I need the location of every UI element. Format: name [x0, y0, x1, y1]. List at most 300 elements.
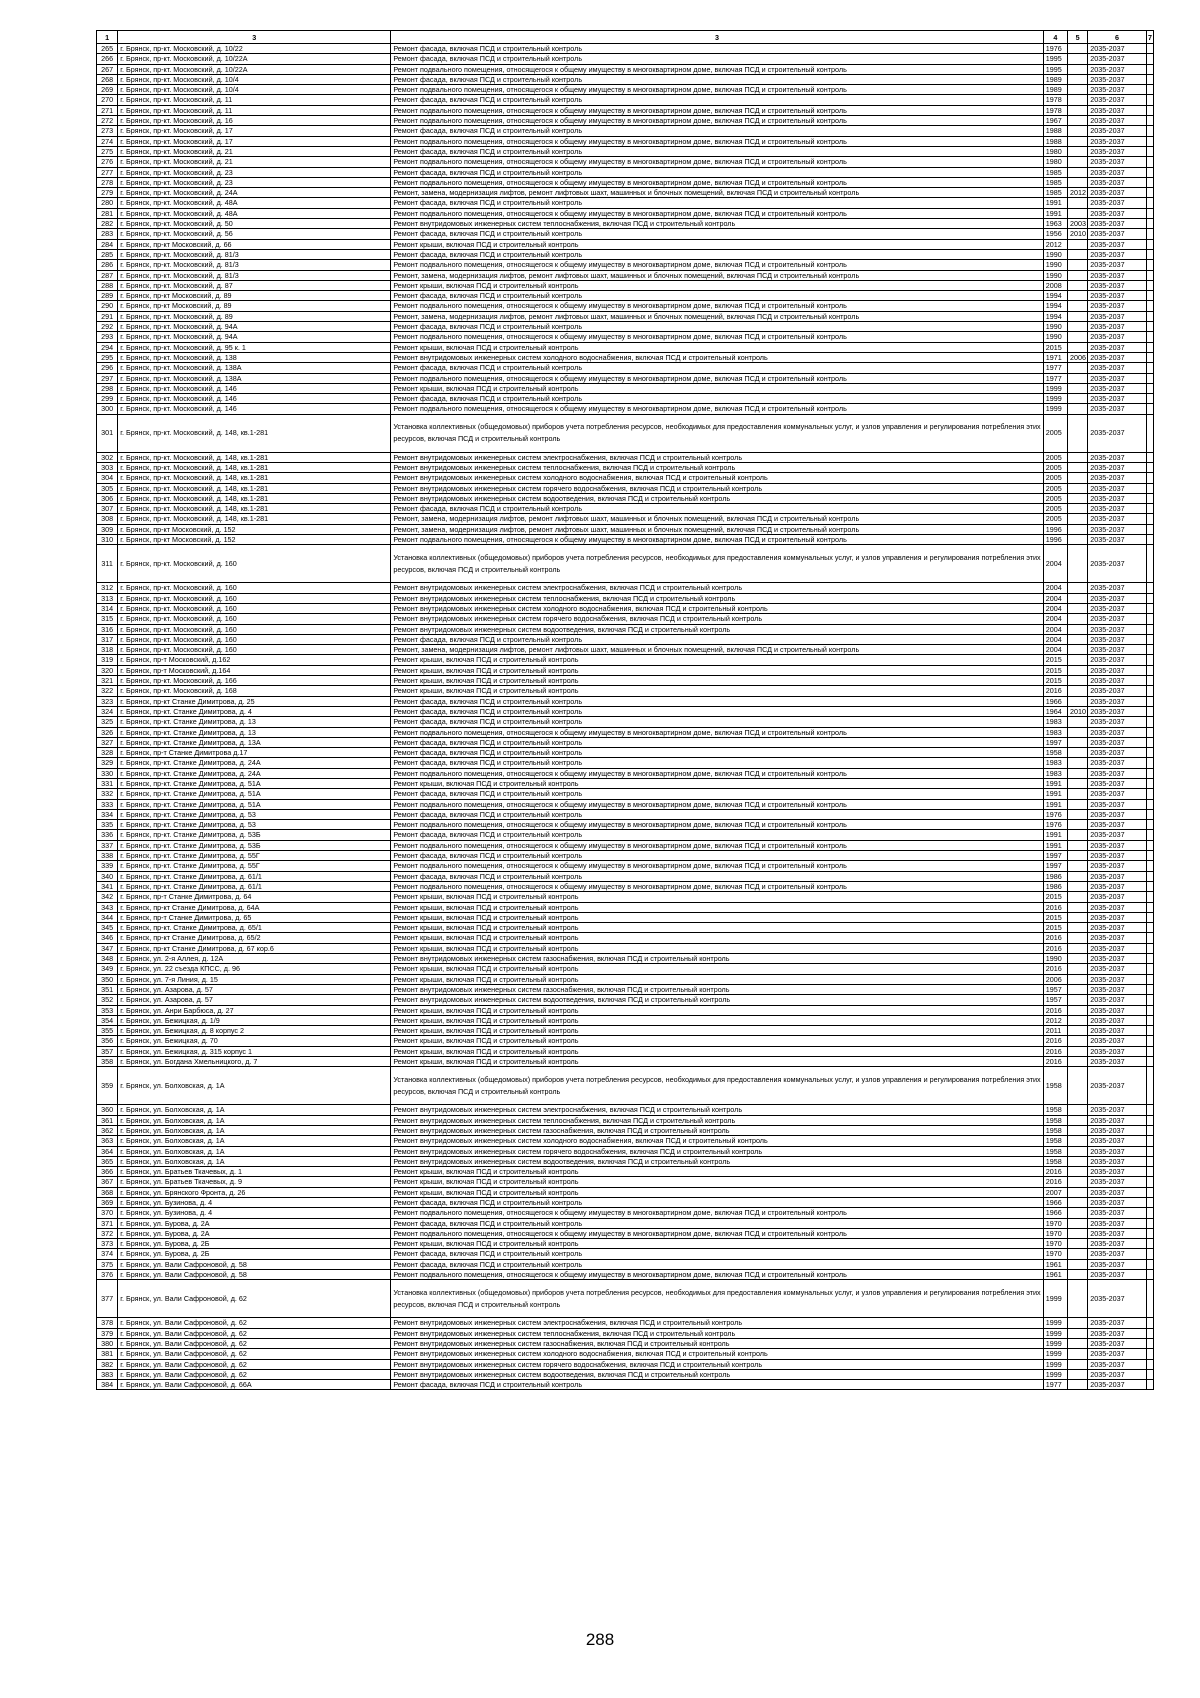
planned-period-cell: 2035-2037 — [1088, 1380, 1147, 1390]
last-repair-year-cell — [1068, 583, 1088, 593]
work-type-cell: Ремонт фасада, включая ПСД и строительный контроль — [391, 322, 1043, 332]
column-7-cell — [1146, 1057, 1153, 1067]
column-7-cell — [1146, 799, 1153, 809]
row-number-cell: 357 — [97, 1046, 118, 1056]
work-type-cell: Ремонт внутридомовых инженерных систем водоотведения, включая ПСД и строительный контроль — [391, 493, 1043, 503]
table-row — [97, 737, 1154, 747]
row-number-cell: 337 — [97, 840, 118, 850]
commission-year-cell: 1995 — [1043, 54, 1067, 64]
address-cell: г. Брянск, ул. Вали Сафроновой, д. 62 — [118, 1338, 391, 1348]
table-row — [97, 655, 1154, 665]
row-number-cell: 331 — [97, 779, 118, 789]
address-cell: г. Брянск, пр-кт. Московский, д. 23 — [118, 177, 391, 187]
address-cell: г. Брянск, пр-кт. Станке Димитрова, д. 53Б — [118, 840, 391, 850]
work-type-cell: Ремонт фасада, включая ПСД и строительный контроль — [391, 696, 1043, 706]
planned-period-cell: 2035-2037 — [1088, 535, 1147, 545]
row-number-cell: 383 — [97, 1369, 118, 1379]
address-cell: г. Брянск, пр-кт. Московский, д. 146 — [118, 383, 391, 393]
work-type-cell: Установка коллективных (общедомовых) приборов учета потребления ресурсов, необходимых для предоставления коммунальных услуг, и узлов управления и регулирования потребления этих ресурсов, включая ПСД и строительный контроль — [391, 1280, 1043, 1318]
commission-year-cell: 2016 — [1043, 1177, 1067, 1187]
last-repair-year-cell — [1068, 655, 1088, 665]
column-7-cell — [1146, 167, 1153, 177]
row-number-cell: 285 — [97, 249, 118, 259]
header-cell-4: 4 — [1043, 31, 1067, 44]
address-cell: г. Брянск, пр-кт. Станке Димитрова, д. 65/1 — [118, 923, 391, 933]
commission-year-cell: 2004 — [1043, 645, 1067, 655]
work-type-cell: Ремонт фасада, включая ПСД и строительный контроль — [391, 1380, 1043, 1390]
work-type-cell: Установка коллективных (общедомовых) приборов учета потребления ресурсов, необходимых для предоставления коммунальных услуг, и узлов управления и регулирования потребления этих ресурсов, включая ПСД и строительный контроль — [391, 1067, 1043, 1105]
row-number-cell: 300 — [97, 404, 118, 414]
planned-period-cell: 2035-2037 — [1088, 524, 1147, 534]
address-cell: г. Брянск, пр-кт. Московский, д. 50 — [118, 219, 391, 229]
commission-year-cell: 1986 — [1043, 881, 1067, 891]
commission-year-cell: 1990 — [1043, 332, 1067, 342]
table-row — [97, 524, 1154, 534]
commission-year-cell: 1991 — [1043, 789, 1067, 799]
address-cell: г. Брянск, пр-кт. Московский, д. 146 — [118, 394, 391, 404]
work-type-cell: Установка коллективных (общедомовых) приборов учета потребления ресурсов, необходимых для предоставления коммунальных услуг, и узлов управления и регулирования потребления этих ресурсов, включая ПСД и строительный контроль — [391, 414, 1043, 452]
commission-year-cell: 1976 — [1043, 820, 1067, 830]
table-row — [97, 1067, 1154, 1105]
work-type-cell: Установка коллективных (общедомовых) приборов учета потребления ресурсов, необходимых для предоставления коммунальных услуг, и узлов управления и регулирования потребления этих ресурсов, включая ПСД и строительный контроль — [391, 545, 1043, 583]
work-type-cell: Ремонт фасада, включая ПСД и строительный контроль — [391, 126, 1043, 136]
row-number-cell: 362 — [97, 1125, 118, 1135]
address-cell: г. Брянск, пр-кт Станке Димитрова, д. 64А — [118, 902, 391, 912]
header-cell-5: 5 — [1068, 31, 1088, 44]
address-cell: г. Брянск, ул. Вали Сафроновой, д. 62 — [118, 1328, 391, 1338]
table-row — [97, 1328, 1154, 1338]
header-row — [97, 31, 1154, 44]
table-row — [97, 404, 1154, 414]
column-7-cell — [1146, 74, 1153, 84]
column-7-cell — [1146, 1026, 1153, 1036]
column-7-cell — [1146, 208, 1153, 218]
table-row — [97, 1228, 1154, 1238]
planned-period-cell: 2035-2037 — [1088, 1146, 1147, 1156]
commission-year-cell: 1995 — [1043, 64, 1067, 74]
planned-period-cell: 2035-2037 — [1088, 1328, 1147, 1338]
commission-year-cell: 1971 — [1043, 352, 1067, 362]
table-row — [97, 219, 1154, 229]
address-cell: г. Брянск, ул. Бузинова, д. 4 — [118, 1208, 391, 1218]
last-repair-year-cell — [1068, 1005, 1088, 1015]
work-type-cell: Ремонт фасада, включая ПСД и строительный контроль — [391, 809, 1043, 819]
address-cell: г. Брянск, пр-кт. Московский, д. 56 — [118, 229, 391, 239]
commission-year-cell: 1994 — [1043, 301, 1067, 311]
address-cell: г. Брянск, пр-кт. Станке Димитрова, д. 4 — [118, 706, 391, 716]
work-type-cell: Ремонт крыши, включая ПСД и строительный контроль — [391, 655, 1043, 665]
row-number-cell: 349 — [97, 964, 118, 974]
column-7-cell — [1146, 383, 1153, 393]
table-row — [97, 188, 1154, 198]
row-number-cell: 308 — [97, 514, 118, 524]
table-row — [97, 208, 1154, 218]
commission-year-cell: 1963 — [1043, 219, 1067, 229]
row-number-cell: 364 — [97, 1146, 118, 1156]
column-7-cell — [1146, 188, 1153, 198]
table-row — [97, 1105, 1154, 1115]
address-cell: г. Брянск, ул. Вали Сафроновой, д. 62 — [118, 1318, 391, 1328]
row-number-cell: 343 — [97, 902, 118, 912]
commission-year-cell: 1958 — [1043, 748, 1067, 758]
table-row — [97, 943, 1154, 953]
commission-year-cell: 2005 — [1043, 483, 1067, 493]
table-row — [97, 105, 1154, 115]
last-repair-year-cell — [1068, 1249, 1088, 1259]
planned-period-cell: 2035-2037 — [1088, 768, 1147, 778]
column-7-cell — [1146, 1046, 1153, 1056]
address-cell: г. Брянск, пр-кт. Московский, д. 148, кв.1-281 — [118, 504, 391, 514]
address-cell: г. Брянск, пр-кт. Московский, д. 94А — [118, 322, 391, 332]
row-number-cell: 350 — [97, 974, 118, 984]
table-row — [97, 85, 1154, 95]
planned-period-cell: 2035-2037 — [1088, 1057, 1147, 1067]
commission-year-cell: 1991 — [1043, 799, 1067, 809]
planned-period-cell: 2035-2037 — [1088, 974, 1147, 984]
column-7-cell — [1146, 1228, 1153, 1238]
planned-period-cell: 2035-2037 — [1088, 799, 1147, 809]
address-cell: г. Брянск, ул. Азарова, д. 57 — [118, 984, 391, 994]
work-type-cell: Ремонт подвального помещения, относящегося к общему имуществу в многоквартирном доме, включая ПСД и строительный контроль — [391, 64, 1043, 74]
last-repair-year-cell — [1068, 665, 1088, 675]
column-7-cell — [1146, 645, 1153, 655]
planned-period-cell: 2035-2037 — [1088, 85, 1147, 95]
column-7-cell — [1146, 748, 1153, 758]
address-cell: г. Брянск, пр-кт. Московский, д. 168 — [118, 686, 391, 696]
address-cell: г. Брянск, пр-кт. Станке Димитрова, д. 13 — [118, 727, 391, 737]
last-repair-year-cell — [1068, 933, 1088, 943]
row-number-cell: 302 — [97, 452, 118, 462]
table-row — [97, 593, 1154, 603]
row-number-cell: 314 — [97, 603, 118, 613]
commission-year-cell: 1991 — [1043, 840, 1067, 850]
planned-period-cell: 2035-2037 — [1088, 964, 1147, 974]
last-repair-year-cell — [1068, 545, 1088, 583]
column-7-cell — [1146, 655, 1153, 665]
commission-year-cell: 2004 — [1043, 614, 1067, 624]
column-7-cell — [1146, 1105, 1153, 1115]
table-row — [97, 44, 1154, 54]
table-row — [97, 1125, 1154, 1135]
row-number-cell: 296 — [97, 363, 118, 373]
row-number-cell: 324 — [97, 706, 118, 716]
work-type-cell: Ремонт, замена, модернизация лифтов, ремонт лифтовых шахт, машинных и блочных помещений, включая ПСД и строительный контроль — [391, 311, 1043, 321]
row-number-cell: 320 — [97, 665, 118, 675]
planned-period-cell: 2035-2037 — [1088, 157, 1147, 167]
commission-year-cell: 1970 — [1043, 1249, 1067, 1259]
planned-period-cell: 2035-2037 — [1088, 146, 1147, 156]
work-type-cell: Ремонт крыши, включая ПСД и строительный контроль — [391, 1177, 1043, 1187]
row-number-cell: 339 — [97, 861, 118, 871]
column-7-cell — [1146, 624, 1153, 634]
column-7-cell — [1146, 871, 1153, 881]
table-row — [97, 954, 1154, 964]
address-cell: г. Брянск, пр-кт Московский, д. 152 — [118, 535, 391, 545]
address-cell: г. Брянск, пр-кт. Московский, д. 148, кв.1-281 — [118, 483, 391, 493]
work-type-cell: Ремонт подвального помещения, относящегося к общему имуществу в многоквартирном доме, включая ПСД и строительный контроль — [391, 861, 1043, 871]
last-repair-year-cell: 2006 — [1068, 352, 1088, 362]
column-7-cell — [1146, 779, 1153, 789]
column-7-cell — [1146, 219, 1153, 229]
commission-year-cell: 1967 — [1043, 116, 1067, 126]
work-type-cell: Ремонт внутридомовых инженерных систем теплоснабжения, включая ПСД и строительный контроль — [391, 462, 1043, 472]
last-repair-year-cell — [1068, 995, 1088, 1005]
planned-period-cell: 2035-2037 — [1088, 270, 1147, 280]
planned-period-cell: 2035-2037 — [1088, 1280, 1147, 1318]
work-type-cell: Ремонт фасада, включая ПСД и строительный контроль — [391, 249, 1043, 259]
column-7-cell — [1146, 1036, 1153, 1046]
planned-period-cell: 2035-2037 — [1088, 1036, 1147, 1046]
address-cell: г. Брянск, пр-кт. Московский, д. 10/22 — [118, 44, 391, 54]
commission-year-cell: 1999 — [1043, 394, 1067, 404]
planned-period-cell: 2035-2037 — [1088, 1208, 1147, 1218]
column-7-cell — [1146, 280, 1153, 290]
row-number-cell: 276 — [97, 157, 118, 167]
table-row — [97, 136, 1154, 146]
table-row — [97, 634, 1154, 644]
table-row — [97, 95, 1154, 105]
last-repair-year-cell — [1068, 177, 1088, 187]
work-type-cell: Ремонт фасада, включая ПСД и строительный контроль — [391, 748, 1043, 758]
table-row — [97, 1167, 1154, 1177]
last-repair-year-cell — [1068, 830, 1088, 840]
work-type-cell: Ремонт крыши, включая ПСД и строительный контроль — [391, 964, 1043, 974]
column-7-cell — [1146, 291, 1153, 301]
row-number-cell: 376 — [97, 1270, 118, 1280]
last-repair-year-cell — [1068, 964, 1088, 974]
work-type-cell: Ремонт подвального помещения, относящегося к общему имуществу в многоквартирном доме, включая ПСД и строительный контроль — [391, 157, 1043, 167]
planned-period-cell: 2035-2037 — [1088, 686, 1147, 696]
row-number-cell: 359 — [97, 1067, 118, 1105]
planned-period-cell: 2035-2037 — [1088, 655, 1147, 665]
column-7-cell — [1146, 1067, 1153, 1105]
table-row — [97, 871, 1154, 881]
commission-year-cell: 1989 — [1043, 85, 1067, 95]
commission-year-cell: 1990 — [1043, 249, 1067, 259]
row-number-cell: 326 — [97, 727, 118, 737]
work-type-cell: Ремонт подвального помещения, относящегося к общему имуществу в многоквартирном доме, включая ПСД и строительный контроль — [391, 404, 1043, 414]
table-row — [97, 414, 1154, 452]
work-type-cell: Ремонт крыши, включая ПСД и строительный контроль — [391, 383, 1043, 393]
row-number-cell: 287 — [97, 270, 118, 280]
row-number-cell: 334 — [97, 809, 118, 819]
address-cell: г. Брянск, пр-кт. Московский, д. 16 — [118, 116, 391, 126]
last-repair-year-cell — [1068, 473, 1088, 483]
commission-year-cell: 2004 — [1043, 603, 1067, 613]
planned-period-cell: 2035-2037 — [1088, 504, 1147, 514]
commission-year-cell: 1957 — [1043, 984, 1067, 994]
commission-year-cell: 1989 — [1043, 74, 1067, 84]
row-number-cell: 356 — [97, 1036, 118, 1046]
address-cell: г. Брянск, пр-кт. Станке Димитрова, д. 53 — [118, 809, 391, 819]
commission-year-cell: 1961 — [1043, 1259, 1067, 1269]
planned-period-cell: 2035-2037 — [1088, 1369, 1147, 1379]
work-type-cell: Ремонт фасада, включая ПСД и строительный контроль — [391, 871, 1043, 881]
work-type-cell: Ремонт фасада, включая ПСД и строительный контроль — [391, 851, 1043, 861]
column-7-cell — [1146, 851, 1153, 861]
address-cell: г. Брянск, пр-кт. Московский, д. 138А — [118, 363, 391, 373]
table-row — [97, 830, 1154, 840]
row-number-cell: 275 — [97, 146, 118, 156]
commission-year-cell: 2016 — [1043, 1057, 1067, 1067]
address-cell: г. Брянск, пр-кт. Станке Димитрова, д. 13 — [118, 717, 391, 727]
work-type-cell: Ремонт крыши, включая ПСД и строительный контроль — [391, 779, 1043, 789]
last-repair-year-cell — [1068, 943, 1088, 953]
address-cell: г. Брянск, пр-кт. Московский, д. 138А — [118, 373, 391, 383]
work-type-cell: Ремонт внутридомовых инженерных систем теплоснабжения, включая ПСД и строительный контроль — [391, 1115, 1043, 1125]
planned-period-cell: 2035-2037 — [1088, 473, 1147, 483]
page-number: 288 — [585, 1630, 615, 1649]
row-number-cell: 319 — [97, 655, 118, 665]
address-cell: г. Брянск, пр-кт. Станке Димитрова, д. 13А — [118, 737, 391, 747]
commission-year-cell: 2012 — [1043, 1015, 1067, 1025]
planned-period-cell: 2035-2037 — [1088, 414, 1147, 452]
last-repair-year-cell — [1068, 373, 1088, 383]
commission-year-cell: 2016 — [1043, 1046, 1067, 1056]
column-7-cell — [1146, 1136, 1153, 1146]
row-number-cell: 306 — [97, 493, 118, 503]
planned-period-cell: 2035-2037 — [1088, 514, 1147, 524]
last-repair-year-cell — [1068, 167, 1088, 177]
table-row — [97, 933, 1154, 943]
table-row — [97, 291, 1154, 301]
planned-period-cell: 2035-2037 — [1088, 943, 1147, 953]
address-cell: г. Брянск, пр-кт. Московский, д. 160 — [118, 645, 391, 655]
commission-year-cell: 1983 — [1043, 717, 1067, 727]
work-type-cell: Ремонт подвального помещения, относящегося к общему имуществу в многоквартирном доме, включая ПСД и строительный контроль — [391, 727, 1043, 737]
last-repair-year-cell — [1068, 1270, 1088, 1280]
row-number-cell: 307 — [97, 504, 118, 514]
column-7-cell — [1146, 892, 1153, 902]
table-row — [97, 1156, 1154, 1166]
last-repair-year-cell — [1068, 85, 1088, 95]
planned-period-cell: 2035-2037 — [1088, 219, 1147, 229]
address-cell: г. Брянск, пр-кт. Московский, д. 11 — [118, 105, 391, 115]
work-type-cell: Ремонт, замена, модернизация лифтов, ремонт лифтовых шахт, машинных и блочных помещений, включая ПСД и строительный контроль — [391, 645, 1043, 655]
planned-period-cell: 2035-2037 — [1088, 645, 1147, 655]
address-cell: г. Брянск, пр-т Станке Димитрова д.17 — [118, 748, 391, 758]
commission-year-cell: 1990 — [1043, 260, 1067, 270]
column-7-cell — [1146, 524, 1153, 534]
work-type-cell: Ремонт фасада, включая ПСД и строительный контроль — [391, 394, 1043, 404]
commission-year-cell: 1999 — [1043, 1328, 1067, 1338]
address-cell: г. Брянск, пр-кт. Московский, д. 95 к. 1 — [118, 342, 391, 352]
header-cell-6: 6 — [1088, 31, 1147, 44]
planned-period-cell: 2035-2037 — [1088, 892, 1147, 902]
last-repair-year-cell — [1068, 954, 1088, 964]
column-7-cell — [1146, 64, 1153, 74]
repair-schedule-table — [96, 30, 1154, 1390]
work-type-cell: Ремонт фасада, включая ПСД и строительный контроль — [391, 1249, 1043, 1259]
address-cell: г. Брянск, ул. Болховская, д. 1А — [118, 1136, 391, 1146]
last-repair-year-cell — [1068, 1380, 1088, 1390]
address-cell: г. Брянск, пр-кт. Московский, д. 138 — [118, 352, 391, 362]
commission-year-cell: 2004 — [1043, 545, 1067, 583]
table-row — [97, 157, 1154, 167]
column-7-cell — [1146, 126, 1153, 136]
last-repair-year-cell — [1068, 504, 1088, 514]
planned-period-cell: 2035-2037 — [1088, 912, 1147, 922]
address-cell: г. Брянск, ул. Бузинова, д. 4 — [118, 1197, 391, 1207]
column-7-cell — [1146, 1146, 1153, 1156]
work-type-cell: Ремонт крыши, включая ПСД и строительный контроль — [391, 912, 1043, 922]
planned-period-cell: 2035-2037 — [1088, 342, 1147, 352]
last-repair-year-cell — [1068, 614, 1088, 624]
table-row — [97, 452, 1154, 462]
last-repair-year-cell — [1068, 260, 1088, 270]
table-row — [97, 1259, 1154, 1269]
column-7-cell — [1146, 1218, 1153, 1228]
header-cell-3: 3 — [391, 31, 1043, 44]
last-repair-year-cell — [1068, 126, 1088, 136]
commission-year-cell: 2005 — [1043, 493, 1067, 503]
commission-year-cell: 2005 — [1043, 452, 1067, 462]
last-repair-year-cell — [1068, 1146, 1088, 1156]
column-7-cell — [1146, 1380, 1153, 1390]
work-type-cell: Ремонт подвального помещения, относящегося к общему имуществу в многоквартирном доме, включая ПСД и строительный контроль — [391, 177, 1043, 187]
last-repair-year-cell — [1068, 717, 1088, 727]
table-row — [97, 270, 1154, 280]
address-cell: г. Брянск, пр-кт. Московский, д. 17 — [118, 126, 391, 136]
row-number-cell: 323 — [97, 696, 118, 706]
schedule-sheet — [96, 30, 1154, 1390]
address-cell: г. Брянск, пр-кт. Московский, д. 89 — [118, 311, 391, 321]
row-number-cell: 330 — [97, 768, 118, 778]
work-type-cell: Ремонт подвального помещения, относящегося к общему имуществу в многоквартирном доме, включая ПСД и строительный контроль — [391, 535, 1043, 545]
commission-year-cell: 1956 — [1043, 229, 1067, 239]
table-row — [97, 373, 1154, 383]
row-number-cell: 342 — [97, 892, 118, 902]
work-type-cell: Ремонт фасада, включая ПСД и строительный контроль — [391, 706, 1043, 716]
table-row — [97, 126, 1154, 136]
planned-period-cell: 2035-2037 — [1088, 311, 1147, 321]
planned-period-cell: 2035-2037 — [1088, 322, 1147, 332]
planned-period-cell: 2035-2037 — [1088, 583, 1147, 593]
planned-period-cell: 2035-2037 — [1088, 923, 1147, 933]
address-cell: г. Брянск, ул. 22 съезда КПСС, д. 96 — [118, 964, 391, 974]
table-row — [97, 1349, 1154, 1359]
planned-period-cell: 2035-2037 — [1088, 1338, 1147, 1348]
last-repair-year-cell — [1068, 974, 1088, 984]
last-repair-year-cell — [1068, 789, 1088, 799]
last-repair-year-cell — [1068, 1026, 1088, 1036]
planned-period-cell: 2035-2037 — [1088, 105, 1147, 115]
row-number-cell: 280 — [97, 198, 118, 208]
commission-year-cell: 2005 — [1043, 462, 1067, 472]
column-7-cell — [1146, 1239, 1153, 1249]
planned-period-cell: 2035-2037 — [1088, 593, 1147, 603]
last-repair-year-cell — [1068, 363, 1088, 373]
row-number-cell: 328 — [97, 748, 118, 758]
row-number-cell: 369 — [97, 1197, 118, 1207]
commission-year-cell: 1999 — [1043, 1318, 1067, 1328]
table-row — [97, 706, 1154, 716]
column-7-cell — [1146, 1125, 1153, 1135]
planned-period-cell: 2035-2037 — [1088, 383, 1147, 393]
commission-year-cell: 2005 — [1043, 514, 1067, 524]
column-7-cell — [1146, 229, 1153, 239]
column-7-cell — [1146, 1259, 1153, 1269]
row-number-cell: 284 — [97, 239, 118, 249]
last-repair-year-cell — [1068, 892, 1088, 902]
address-cell: г. Брянск, ул. Вали Сафроновой, д. 62 — [118, 1359, 391, 1369]
column-7-cell — [1146, 737, 1153, 747]
column-7-cell — [1146, 820, 1153, 830]
commission-year-cell: 1994 — [1043, 311, 1067, 321]
column-7-cell — [1146, 964, 1153, 974]
table-row — [97, 820, 1154, 830]
last-repair-year-cell — [1068, 311, 1088, 321]
